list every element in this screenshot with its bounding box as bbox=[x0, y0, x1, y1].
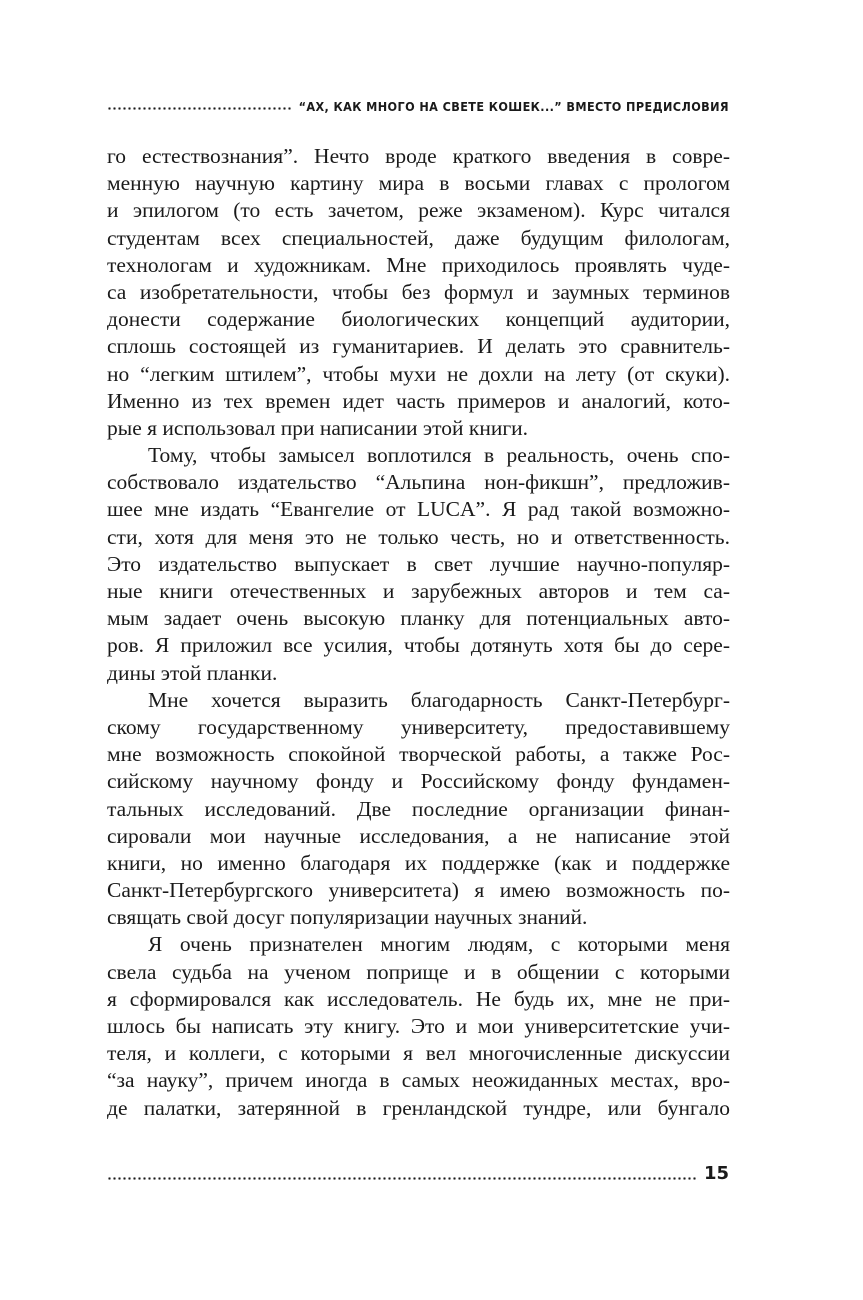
text-line: сти, хотя для меня это не только честь, но и ответственность. bbox=[107, 524, 730, 549]
text-line: сировали мои научные исследования, а не написание этой bbox=[107, 823, 730, 848]
page-number: 15 bbox=[703, 1163, 729, 1184]
text-line: Санкт-Петербургского университета) я имею возможность по- bbox=[107, 878, 730, 903]
text-line: “за науку”, причем иногда в самых неожиданных местах, вро- bbox=[107, 1068, 730, 1093]
paragraph bbox=[107, 687, 730, 932]
text-line: свела судьба на ученом поприще и в общении с которыми bbox=[107, 959, 730, 984]
text-line: Я очень признателен многим людям, с которыми меня bbox=[148, 932, 730, 957]
text-line: мне возможность спокойной творческой работы, а также Рос- bbox=[107, 742, 730, 767]
text-line: Тому, чтобы замысел воплотился в реальность, очень спо- bbox=[148, 443, 730, 468]
text-line: и эпилогом (то есть зачетом, реже экзаменом). Курс читался bbox=[107, 198, 730, 223]
text-line: тальных исследований. Две последние организации финан- bbox=[107, 796, 730, 821]
page-footer bbox=[107, 1160, 729, 1184]
paragraph bbox=[107, 931, 730, 1121]
paragraph bbox=[107, 442, 730, 687]
text-line: де палатки, затерянной в гренландской тундре, или бунгало bbox=[107, 1095, 730, 1120]
running-header bbox=[107, 94, 729, 114]
text-line: технологам и художникам. Мне приходилось проявлять чуде- bbox=[107, 252, 730, 277]
text-line: са изобретательности, чтобы без формул и заумных терминов bbox=[107, 279, 730, 304]
running-title: “АХ, КАК МНОГО НА СВЕТЕ КОШЕК...” ВМЕСТО ПРЕДИСЛОВИЯ bbox=[298, 99, 729, 114]
text-line: шлось бы написать эту книгу. Это и мои университетские учи- bbox=[107, 1014, 730, 1038]
text-line: студентам всех специальностей, даже будущим филологам, bbox=[107, 225, 730, 250]
text-line: но “легким штилем”, чтобы мухи не дохли на лету (от скуки). bbox=[107, 361, 730, 386]
text-line: рые я использовал при написании этой книги. bbox=[107, 415, 529, 440]
text-line: сийскому научному фонду и Российскому фонду фундамен- bbox=[107, 769, 730, 794]
text-line: го естествознания”. Нечто вроде краткого введения в совре- bbox=[107, 144, 730, 168]
text-line: ров. Я приложил все усилия, чтобы дотянуть хотя бы до сере- bbox=[107, 633, 730, 658]
header-dot-leader bbox=[107, 107, 291, 110]
text-line: собствовало издательство “Альпина нон-фикшн”, предложив- bbox=[107, 470, 730, 495]
text-line: сплошь состоящей из гуманитариев. И делать это сравнитель- bbox=[107, 334, 730, 359]
body-text bbox=[107, 143, 730, 1122]
text-line: я сформировался как исследователь. Не будь их, мне не при- bbox=[107, 986, 730, 1011]
text-line: менную научную картину мира в восьми главах с прологом bbox=[107, 171, 730, 196]
text-line: донести содержание биологических концепций аудитории, bbox=[107, 307, 730, 332]
text-line: Мне хочется выразить благодарность Санкт-Петербург- bbox=[148, 687, 730, 712]
text-line: ные книги отечественных и зарубежных авторов и тем са- bbox=[107, 579, 730, 603]
text-line: шее мне издать “Евангелие от LUCA”. Я рад такой возможно- bbox=[107, 497, 730, 522]
text-line: книги, но именно благодаря их поддержке (как и поддержке bbox=[107, 850, 730, 875]
text-line: Именно из тех времен идет часть примеров и аналогий, кото- bbox=[107, 388, 730, 413]
text-line: Это издательство выпускает в свет лучшие научно-популяр- bbox=[107, 551, 730, 576]
paragraph bbox=[107, 143, 730, 442]
text-line: скому государственному университету, предоставившему bbox=[107, 714, 730, 739]
footer-dot-leader bbox=[107, 1177, 698, 1180]
text-line: свящать свой досуг популяризации научных знаний. bbox=[107, 905, 588, 930]
text-line: мым задает очень высокую планку для потенциальных авто- bbox=[107, 606, 730, 631]
text-line: теля, и коллеги, с которыми я вел многочисленные дискуссии bbox=[107, 1041, 730, 1066]
text-line: дины этой планки. bbox=[107, 660, 278, 685]
